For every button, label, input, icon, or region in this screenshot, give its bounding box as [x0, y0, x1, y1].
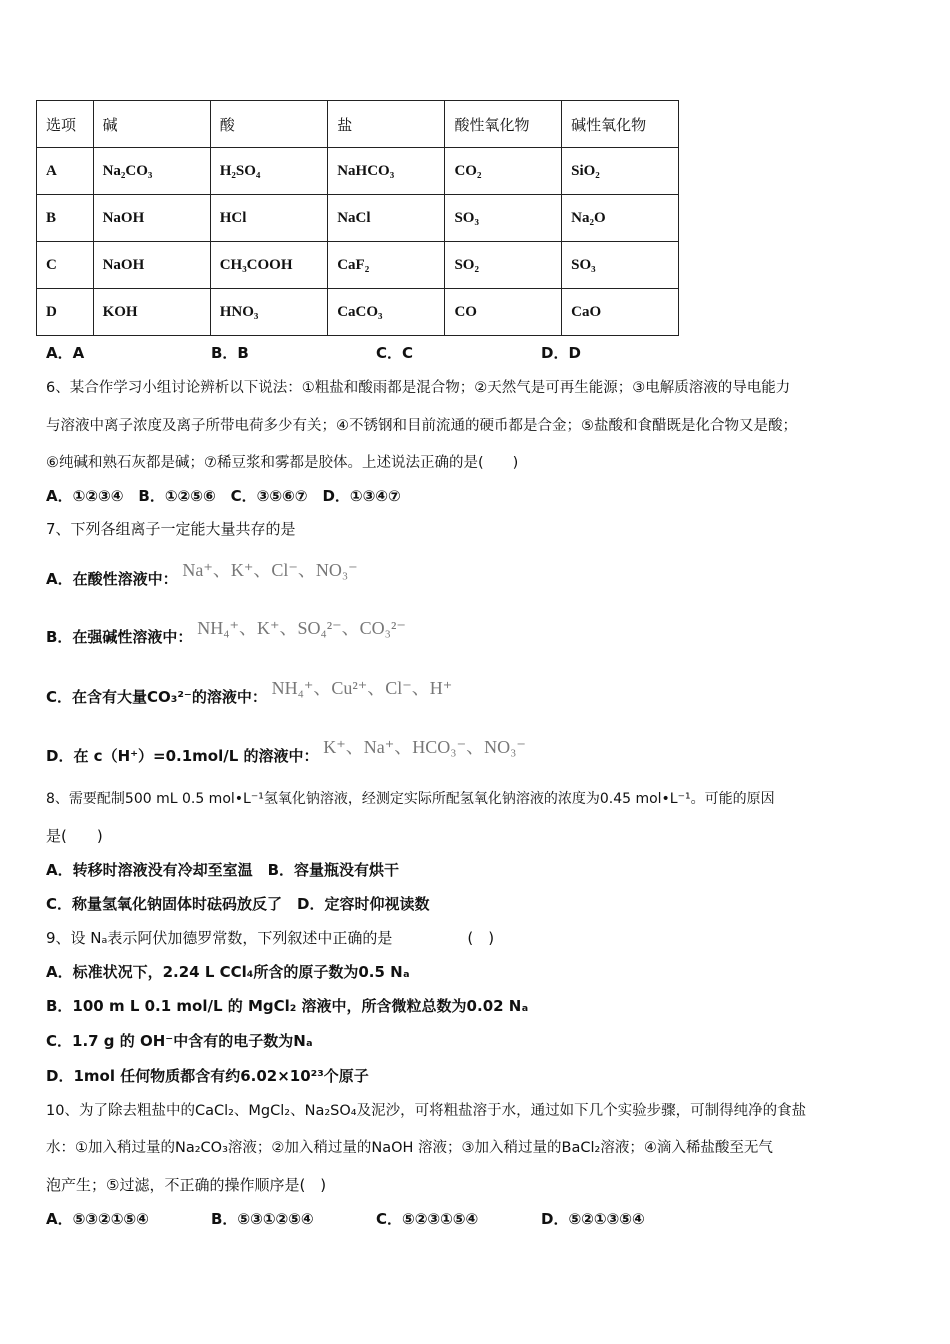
classification-table — [36, 100, 679, 336]
cell-base: Na₂CO₃ — [93, 148, 210, 195]
table-row — [37, 289, 679, 336]
q10-line-2: 水：①加入稍过量的Na₂CO₃溶液；②加入稍过量的NaOH 溶液；③加入稍过量的BaCl₂溶液；④滴入稀盐酸至无气 — [46, 1140, 773, 1156]
q5-option-d: D．D — [541, 344, 581, 362]
cell-base: NaOH — [93, 242, 210, 289]
header-acidic-oxide: 酸性氧化物 — [445, 101, 562, 148]
cell-salt: NaHCO₃ — [328, 148, 445, 195]
q7-a-label: A．在酸性溶液中： — [46, 570, 178, 588]
q10-option-a: A．⑤③②①⑤④ — [46, 1210, 149, 1228]
q5-option-b: B．B — [211, 344, 249, 362]
cell-acid: HCl — [210, 195, 328, 242]
cell-salt: NaCl — [328, 195, 445, 242]
row-label: D — [37, 289, 94, 336]
cell-basic-oxide: CaO — [562, 289, 679, 336]
q8-options-2: C．称量氢氧化钠固体时砝码放反了 D．定容时仰视读数 — [46, 895, 430, 913]
q9-option-b: B．100 m L 0.1 mol/L 的 MgCl₂ 溶液中，所含微粒总数为0.02 Nₐ — [46, 997, 529, 1015]
q9-option-c: C．1.7 g 的 OH⁻中含有的电子数为Nₐ — [46, 1032, 313, 1050]
cell-acid: H₂SO₄ — [210, 148, 328, 195]
cell-acidic-oxide: CO₂ — [445, 148, 562, 195]
table-row — [37, 242, 679, 289]
q6-line-2: 与溶液中离子浓度及离子所带电荷多少有关；④不锈钢和目前流通的硬币都是合金；⑤盐酸和食醋既是化合物又是酸； — [46, 418, 797, 434]
cell-basic-oxide: SO₃ — [562, 242, 679, 289]
header-basic-oxide: 碱性氧化物 — [562, 101, 679, 148]
cell-salt: CaCO₃ — [328, 289, 445, 336]
q8-line-1: 8、需要配制500 mL 0.5 mol•L⁻¹氢氧化钠溶液，经测定实际所配氢氧化钠溶液的浓度为0.45 mol•L⁻¹。可能的原因 — [46, 791, 775, 807]
q10-option-d: D．⑤②①③⑤④ — [541, 1210, 645, 1228]
header-base: 碱 — [93, 101, 210, 148]
cell-base: NaOH — [93, 195, 210, 242]
q7-c-ions: NH₄⁺、Cu²⁺、Cl⁻、H⁺ — [271, 678, 453, 698]
q7-d-ions: K⁺、Na⁺、HCO₃⁻、NO₃⁻ — [323, 737, 526, 757]
cell-basic-oxide: Na₂O — [562, 195, 679, 242]
q10-line-1: 10、为了除去粗盐中的CaCl₂、MgCl₂、Na₂SO₄及泥沙，可将粗盐溶于水，通过如下几个实验步骤，可制得纯净的食盐 — [46, 1103, 807, 1119]
header-acid: 酸 — [210, 101, 328, 148]
q7-stem: 7、下列各组离子一定能大量共存的是 — [46, 520, 296, 538]
q9-stem: 9、设 Nₐ表示阿伏加德罗常数，下列叙述中正确的是 ( ) — [46, 929, 495, 947]
q8-options-1: A．转移时溶液没有冷却至室温 B．容量瓶没有烘干 — [46, 861, 400, 879]
cell-acidic-oxide: CO — [445, 289, 562, 336]
q6-options: A．①②③④ B．①②⑤⑥ C．③⑤⑥⑦ D．①③④⑦ — [46, 487, 401, 505]
q7-b-ions: NH₄⁺、K⁺、SO₄²⁻、CO₃²⁻ — [197, 618, 406, 638]
q6-line-1: 6、某合作学习小组讨论辨析以下说法：①粗盐和酸雨都是混合物；②天然气是可再生能源；③电解质溶液的导电能力 — [46, 380, 791, 396]
cell-acidic-oxide: SO₂ — [445, 242, 562, 289]
table-row — [37, 148, 679, 195]
q7-option-c — [46, 674, 453, 706]
cell-acid: HNO₃ — [210, 289, 328, 336]
cell-salt: CaF₂ — [328, 242, 445, 289]
q9-option-d: D．1mol 任何物质都含有约6.02×10²³个原子 — [46, 1067, 369, 1085]
q7-d-label: D．在 c（H⁺）=0.1mol/L 的溶液中： — [46, 747, 319, 765]
header-option: 选项 — [37, 101, 94, 148]
cell-basic-oxide: SiO₂ — [562, 148, 679, 195]
q10-line-3: 泡产生；⑤过滤，不正确的操作顺序是( ) — [46, 1176, 327, 1194]
q7-a-ions: Na⁺、K⁺、Cl⁻、NO₃⁻ — [182, 560, 358, 580]
q5-option-c: C．C — [376, 344, 414, 362]
row-label: B — [37, 195, 94, 242]
row-label: C — [37, 242, 94, 289]
cell-acid: CH₃COOH — [210, 242, 328, 289]
q9-option-a: A．标准状况下，2.24 L CCl₄所含的原子数为0.5 Nₐ — [46, 963, 410, 981]
header-salt: 盐 — [328, 101, 445, 148]
q7-option-a — [46, 556, 358, 588]
q7-c-label: C．在含有大量CO₃²⁻的溶液中： — [46, 688, 267, 706]
q5-option-a: A．A — [46, 344, 85, 362]
q7-option-b — [46, 614, 406, 646]
cell-acidic-oxide: SO₃ — [445, 195, 562, 242]
table-header-row — [37, 101, 679, 148]
q6-line-3: ⑥纯碱和熟石灰都是碱；⑦稀豆浆和雾都是胶体。上述说法正确的是( ) — [46, 455, 519, 471]
q10-option-c: C．⑤②③①⑤④ — [376, 1210, 479, 1228]
cell-base: KOH — [93, 289, 210, 336]
q10-option-b: B．⑤③①②⑤④ — [211, 1210, 314, 1228]
q8-line-2: 是( ) — [46, 827, 103, 845]
q7-option-d — [46, 733, 526, 765]
q7-b-label: B．在强碱性溶液中： — [46, 628, 193, 646]
table-row — [37, 195, 679, 242]
row-label: A — [37, 148, 94, 195]
